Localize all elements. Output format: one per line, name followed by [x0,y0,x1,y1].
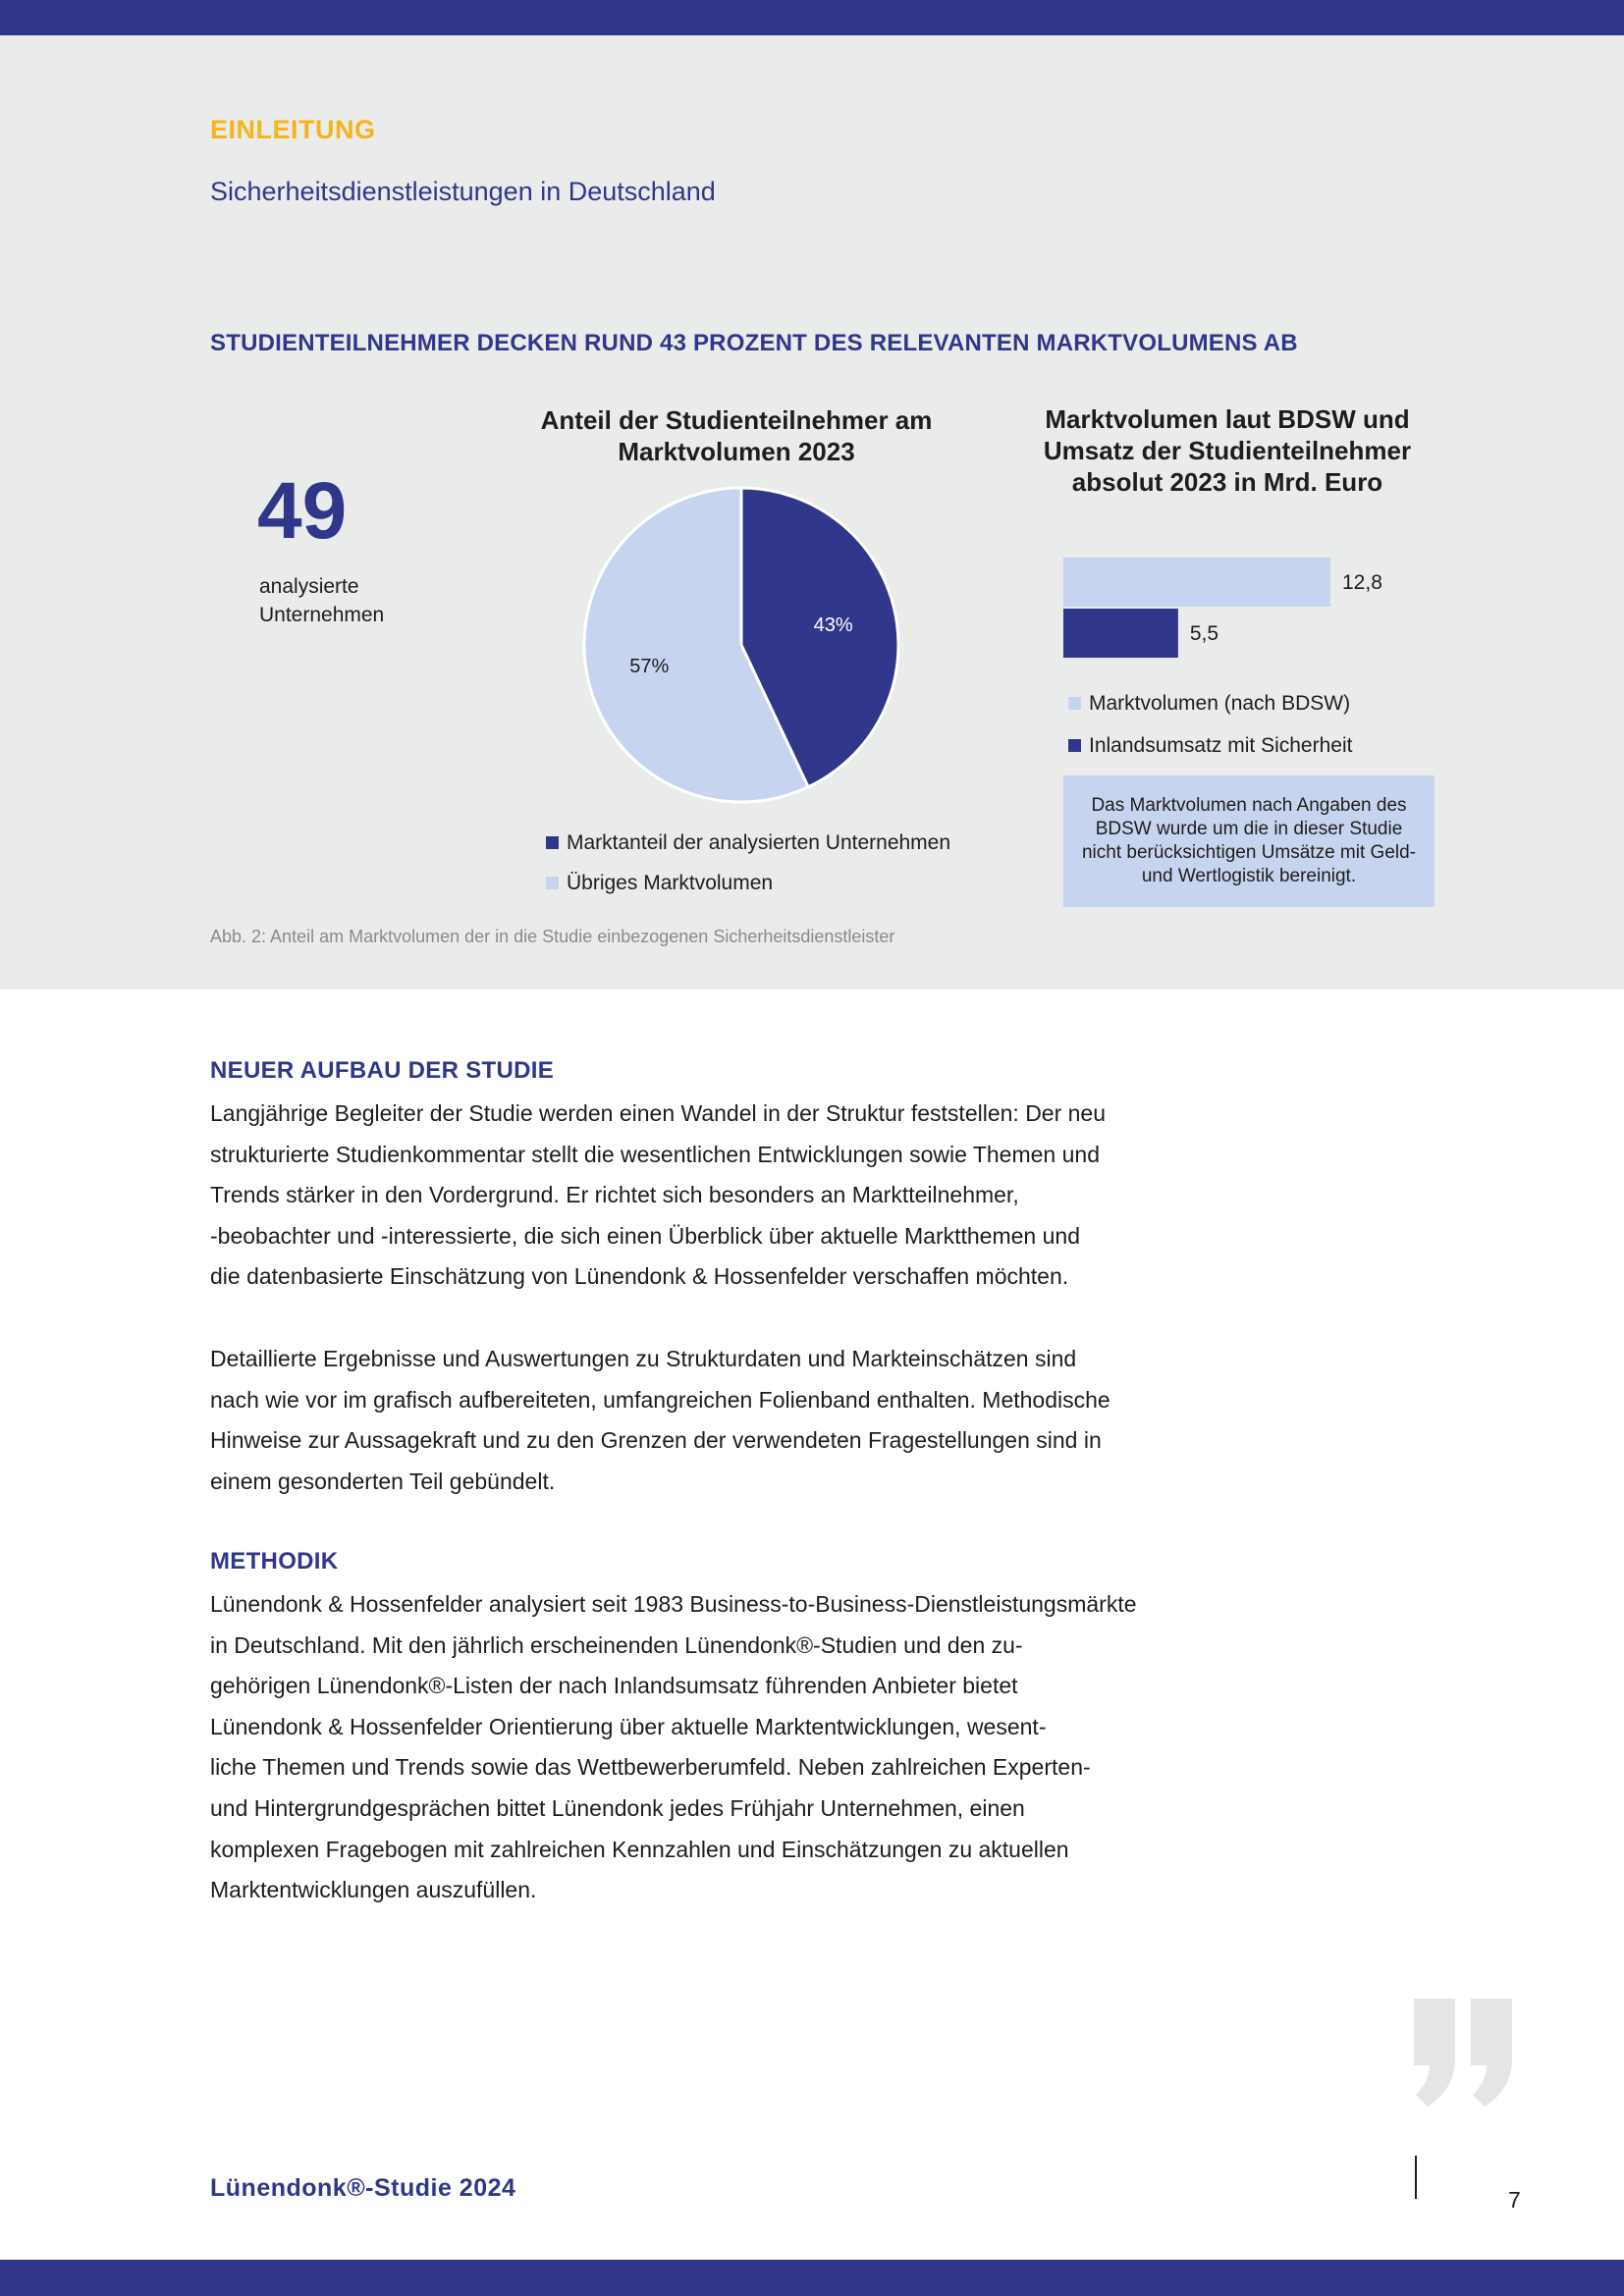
bar-value-label: 12,8 [1342,571,1382,594]
pie-slice-label: 43% [813,614,853,637]
text-line: Langjährige Begleiter der Studie werden einen Wandel in der Struktur feststellen: Der neu [210,1100,1107,1126]
paragraph-aufbau-2 [210,1339,1192,1502]
bar-legend-item [1068,682,1352,724]
page-number: 7 [1508,2187,1521,2213]
legend-swatch [1068,697,1081,710]
text-line: Hinweise zur Aussagekraft und zu den Grenzen der verwendeten Fragestellungen sind in [210,1427,1102,1454]
footer-title: Lünendonk®-Studie 2024 [210,2174,516,2202]
quotation-mark-icon [1406,1999,1524,2126]
text-line: und Hintergrundgesprächen bittet Lünendonk jedes Frühjahr Unternehmen, einen [210,1794,1025,1821]
text-line: Lünendonk & Hossenfelder Orientierung über aktuelle Marktentwicklungen, wesent- [210,1713,1047,1739]
company-count-label: analysierte Unternehmen [259,575,385,626]
text-line: einem gesonderten Teil gebündelt. [210,1468,556,1494]
text-line: gehörigen Lünendonk®-Listen der nach Inlandsumsatz führenden Anbieter bietet [210,1673,1018,1699]
bottom-color-bar [0,2260,1624,2296]
pie-legend [546,823,950,903]
text-line: komplexen Fragebogen mit zahlreichen Kennzahlen und Einschätzungen zu aktuellen [210,1836,1069,1862]
legend-label: Inlandsumsatz mit Sicherheit [1089,733,1353,757]
bar-chart [1060,550,1434,667]
figure-caption: Abb. 2: Anteil am Marktvolumen der in die Studie einbezogenen Sicherheitsdienstleister [210,927,895,946]
legend-label: Übriges Marktvolumen [567,871,774,894]
legend-swatch [546,877,559,889]
text-line: -beobachter und -interessierte, die sich einen Überblick über aktuelle Marktthemen und [210,1222,1080,1249]
bar-legend-item [1068,724,1352,767]
pie-legend-item [546,823,950,863]
pie-legend-item [546,863,950,903]
text-line: strukturierte Studienkommentar stellt die wesentlichen Entwicklungen sowie Themen und [210,1141,1100,1167]
legend-label: Marktanteil der analysierten Unternehmen [567,830,951,854]
bar-legend [1068,682,1352,767]
text-line: die datenbasierte Einschätzung von Lünendonk & Hossenfelder verschaffen möchten. [210,1263,1069,1290]
paragraph-methodik [210,1584,1192,1911]
text-line: liche Themen und Trends sowie das Wettbewerberumfeld. Neben zahlreichen Experten- [210,1754,1091,1781]
pie-chart [579,483,903,807]
text-line: nach wie vor im grafisch aufbereiteten, umfangreichen Folienband enthalten. Methodische [210,1386,1110,1413]
text-line: Lünendonk & Hossenfelder analysiert seit 1983 Business-to-Business-Dienstleistungsmärkte [210,1591,1137,1617]
bar [1063,558,1330,607]
infographic-headline: STUDIENTEILNEHMER DECKEN RUND 43 PROZENT DES RELEVANTEN MARKTVOLUMENS AB [210,330,1298,356]
bar [1063,609,1178,658]
text-line: Trends stärker in den Vordergrund. Er richtet sich besonders an Marktteilnehmer, [210,1182,1019,1208]
bdsw-note-text: Das Marktvolumen nach Angaben des BDSW wurde um die in dieser Studie nicht berücksichtigen Umsätze mit Geld- und Wertlogistik bereinigt. [1081,795,1416,886]
top-color-bar [0,0,1624,35]
bdsw-note [1063,775,1435,907]
footer-divider [1415,2156,1417,2199]
company-count: 49 [257,466,348,556]
paragraph-aufbau-1 [210,1094,1192,1298]
text-line: in Deutschland. Mit den jährlich erscheinenden Lünendonk®-Studien und den zu- [210,1631,1023,1658]
legend-swatch [546,836,559,849]
pie-slice-label: 57% [629,655,670,677]
text-line: Detaillierte Ergebnisse und Auswertungen zu Strukturdaten und Markteinschätzen sind [210,1346,1077,1371]
section-label: EINLEITUNG [210,115,376,144]
legend-label: Marktvolumen (nach BDSW) [1089,691,1351,715]
section-heading-methodik: METHODIK [210,1548,339,1575]
section-subtitle: Sicherheitsdienstleistungen in Deutschland [210,177,716,206]
pie-chart-title: Anteil der Studienteilnehmer am Marktvolumen 2023 [540,405,933,466]
bar-value-label: 5,5 [1189,622,1219,645]
bar-chart-title: Marktvolumen laut BDSW und Umsatz der Studienteilnehmer absolut 2023 in Mrd. Euro [1043,404,1412,497]
text-line: Marktentwicklungen auszufüllen. [210,1877,537,1903]
section-heading-aufbau: NEUER AUFBAU DER STUDIE [210,1057,555,1084]
legend-swatch [1068,739,1081,752]
